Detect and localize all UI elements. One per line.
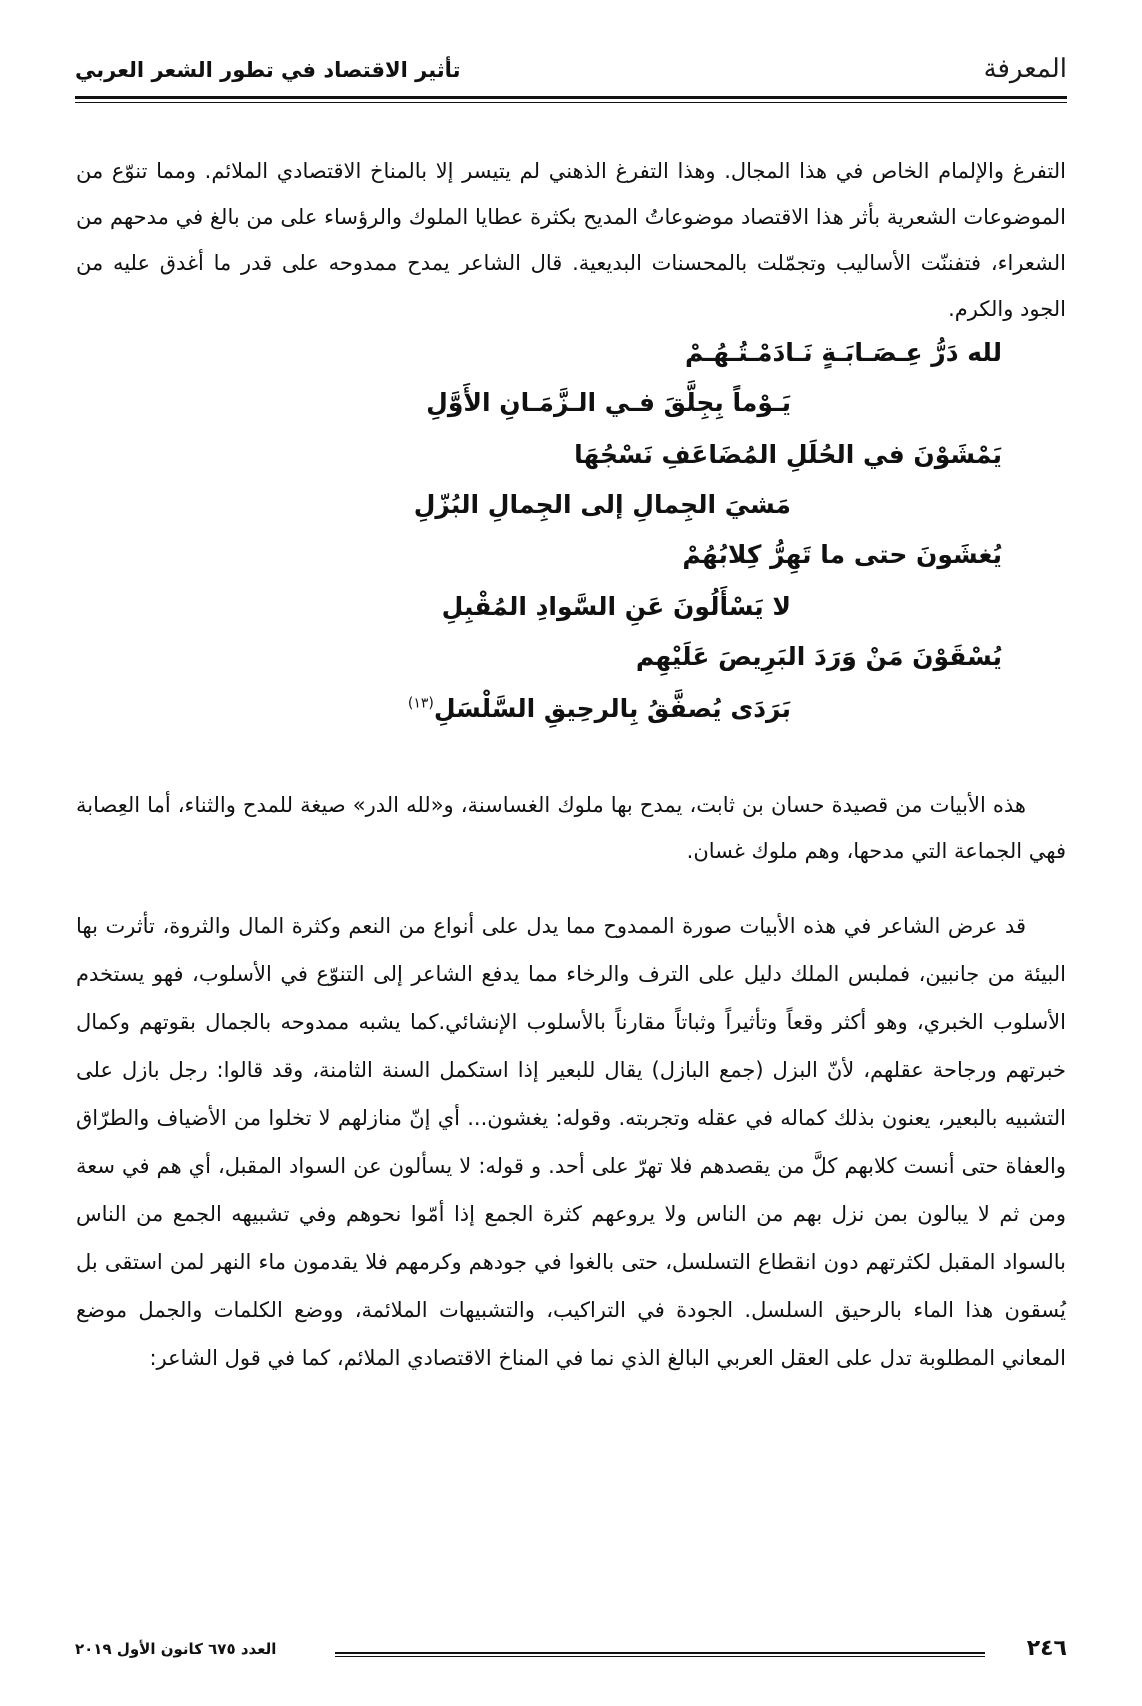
footer-rule [335,1652,985,1657]
page-number: ٢٤٦ [1026,1636,1067,1661]
running-title: تأثير الاقتصاد في تطور الشعر العربي [75,58,461,82]
verse-4: مَشيَ الجِمالِ إلى الجِمالِ البُزّلِ [413,490,791,519]
intro-text: التفرغ والإلمام الخاص في هذا المجال. وهذا التفرغ الذهني لم يتيسر إلا بالمناخ الاقتصادي الملائم. ومما تنوّع من الموضوعات الشعرية بأثر هذا الاقتصاد موضوعاتُ المديح بكثرة عطايا الملوك والرؤساء على من بالغ في مدحهم من الشعراء، فتفننّت الأساليب وتجمّلت بالمحسنات البديعية. قال الشاعر يمدح ممدوحه على قدر ما أغدق عليه من الجود والكرم. [76,159,1066,321]
paragraph-3 [76,902,1066,1382]
verse-1: لله دَرُّ عِـصَـابَـةٍ نَـادَمْـتُـهُـمْ [685,338,1002,367]
page-header [75,50,1067,94]
footnote-marker: (١٣) [407,695,434,712]
header-rule [75,96,1067,103]
issue-info: العدد ٦٧٥ كانون الأول ٢٠١٩ [75,1640,277,1658]
journal-logo: المعرفة [983,54,1067,84]
verse-7: يُسْقَوْنَ مَنْ وَرَدَ البَرِيصَ عَلَيْهِم [635,642,1002,671]
intro-paragraph [76,148,1066,332]
verse-3: يَمْشَوْنَ في الحُلَلِ المُضَاعَفِ نَسْجُهَا [574,440,1002,469]
paragraph-3-text: قد عرض الشاعر في هذه الأبيات صورة الممدوح مما يدل على أنواع من النعم وكثرة المال والثروة، تأثرت بها البيئة من جانبين، فملبس الملك دليل على الترف والرخاء مما يدفع الشاعر إلى التنوّع في الأسلوب، فهو يستخدم الأسلوب الخبري، وهو أكثر وقعاً وتأثيراً وثباتاً مقارناً بالأسلوب الإنشائي.كما يشبه ممدوحه بالجمال بقوتهم وكمال خبرتهم ورجاحة عقلهم، لأنّ البزل (جمع البازل) يقال للبعير إذا استكمل السنة الثامنة، وقد قالوا: رجل بازل على التشبيه بالبعير، يعنون بذلك كماله في عقله وتجربته. وقوله: يغشون... أي إنّ منازلهم لا تخلوا من الأضياف والطرّاق والعفاة حتى أنست كلابهم كلَّ من يقصدهم فلا تهرّ على أحد. و قوله: لا يسألون عن السواد المقبل، أي هم في سعة ومن ثم لا يبالون بمن نزل بهم من الناس ولا يروعهم كثرة الجمع إذا أمّوا نحوهم وفي تشبيهه الجمع من الناس بالسواد المقبل لكثرتهم دون انقطاع التسلسل، حتى بالغوا في جودهم وكرمهم فلا يقدمون ماء النهر لمن استقى بل يُسقون هذا الماء بالرحيق السلسل. الجودة في التراكيب، والتشبيهات الملائمة، ووضع الكلمات والجمل موضع المعاني المطلوبة تدل على العقل العربي البالغ الذي نما في المناخ الاقتصادي الملائم، كما في قول الشاعر: [76,914,1066,1370]
page-footer [75,1636,1067,1670]
paragraph-2 [76,782,1066,874]
verse-6: لا يَسْأَلُونَ عَنِ السَّوادِ المُقْبِلِ [441,592,791,621]
verse-8 [408,694,791,723]
verse-5: يُغشَونَ حتى ما تَهِرُّ كِلابُهُمْ [682,540,1002,569]
verse-8-text: بَرَدَى يُصفَّقُ بِالرحِيقِ السَّلْسَلِ [433,694,791,723]
verse-2: يَـوْماً بِجِلَّقَ فـي الـزَّمَـانِ الأَوَّلِ [426,388,791,417]
paragraph-2-text: هذه الأبيات من قصيدة حسان بن ثابت، يمدح بها ملوك الغساسنة، و«لله الدر» صيغة للمدح والثناء، أما العِصابة فهي الجماعة التي مدحها، وهم ملوك غسان. [76,793,1066,863]
